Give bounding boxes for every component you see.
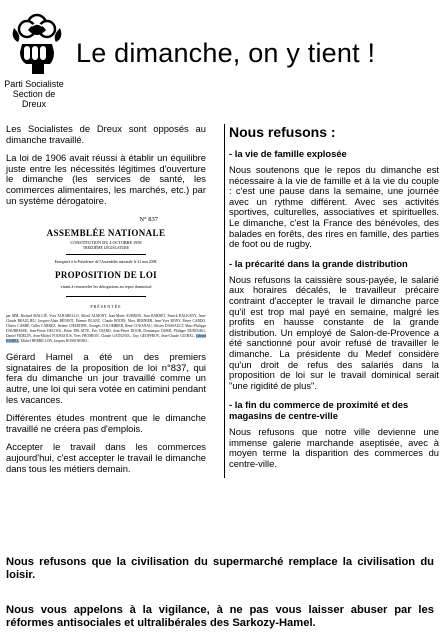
commerce-section-text: Nous refusons que notre ville devienne une immense galerie marchande aseptisée, avec à moyen terme la disparition des commerces du centre-ville. <box>229 426 439 470</box>
doc-highlighted-name: Gérard HAMEL <box>6 334 206 344</box>
doc-signatories <box>6 314 206 344</box>
page-title: Le dimanche, on y tient ! <box>76 38 376 68</box>
doc-names-before: par MM. Richard MALLIÉ, Yves ALBARELLO, Alfred ALMONT, Jean-Marie AUBRON, Jean BARDET, Patrick BALKANY, Jean-Claude BEAULIEU, Jacques-Alain BÉNISTI, Étienne BLANC, Claude BODIN, Marc BERNIER, Jean-Yves BONY, Pierre CARDO, Olivier CARRÉ, Gilles CARREZ, Jérôme CHARTIER, Georges COLOMBIER, René COUANAU, Olivier DASSAULT, Marc-Philippe DAUBRESSE, Jean-Pierre DECOOL, Rémi DELATTE, Éric DIARD, Jean-Pierre DOOR, Dominique DORD, Philippe DUBOURG, Daniel FIDELIN, Jean-Michel FOURGOUS, Yves FROMION, Claude GATIGNOL, Guy GEOFFROY, Jean-Claude GUIBAL, <box>6 314 206 339</box>
law-1906-paragraph: La loi de 1906 avait réussi à établir un équilibre juste entre les nécessités légitimes d'ouverture le dimanche (les services de santé, les commerces alimentaires, les marchés, etc.) par un système dérogatoire. <box>6 152 206 206</box>
doc-aim: visant à renouveler les dérogations au repos dominical <box>60 284 152 290</box>
refusals-heading: Nous refusons : <box>229 124 336 140</box>
doc-presented: PRÉSENTÉE <box>90 304 122 310</box>
doc-divider <box>66 296 146 297</box>
precarity-section-title: - la précarité dans la grande distribution <box>229 257 408 269</box>
party-section-name <box>2 79 66 109</box>
accept-paragraph: Accepter le travail dans les commerces aujourd'hui, c'est accepter le travail le dimanche dans tous les métiers demain. <box>6 441 206 474</box>
precarity-section-text: Nous refusons la caissière sous-payée, le salarié aux horaires décalés, le travailleur précaire contraint d'accepter le travail le dimanche parce qu'il est trop mal payé en semaine, malgré les profits en hausse constante de la grande distribution. Un employé de Salon-de-Provence a été sanctionné pour avoir refusé de travailler le dimanche. La présidente du Medef considère qu'un droit de refus des salariés dans la proposition de loi sur le travail dominical serait "une rigidité de plus". <box>229 273 439 391</box>
doc-names-after: , Michel HERBILLON, Jacques KOSSOWSKI... <box>18 339 90 344</box>
doc-legislature: TREIZIÈME LÉGISLATURE <box>82 246 130 251</box>
family-section-text: Nous soutenons que le repos du dimanche est nécessaire à la vie de famille et à la vie du couple : c'est une pause dans la semaine, une journée avec un rythme différent. Avec ses activités sportives, culturelles, associatives et spirituelles. Le dimanche, c'est la France des bénévoles, des balades en forêts, des rires en famille, des parties de foot ou de rugby. <box>229 164 439 250</box>
party-line-3: Dreux <box>21 99 46 109</box>
doc-divider <box>66 254 146 255</box>
party-line-1: Parti Socialiste <box>4 79 64 89</box>
commerce-section-title: - la fin du commerce de proximité et des magasins de centre-ville <box>229 399 409 422</box>
intro-paragraph: Les Socialistes de Dreux sont opposés au dimanche travaillé. <box>6 123 206 145</box>
doc-registered: Enregistré à la Présidence de l'Assemblée nationale le 21 mai 2008. <box>54 260 158 265</box>
studies-paragraph: Différentes études montrent que le dimanche travaillé ne créera pas d'emplois. <box>6 412 206 434</box>
vigilance-statement: Nous vous appelons à la vigilance, à ne pas vous laisser abuser par les réformes antisociales et ultralibérales des Sarkozy-Hamel. <box>6 604 434 629</box>
doc-assembly: ASSEMBLÉE NATIONALE <box>46 228 166 239</box>
doc-number: N° 837 <box>139 216 158 224</box>
law-proposal-image <box>6 214 206 348</box>
hamel-paragraph: Gérard Hamel a été un des premiers signataires de la proposition de loi n°837, qui fera du dimanche un jour travaillé comme un autre, une loi qui sera votée en catimini pendant les vacances. <box>6 351 206 405</box>
left-column <box>6 124 206 482</box>
party-line-2: Section de <box>12 89 56 99</box>
family-section-title: - la vie de famille explosée <box>229 148 347 159</box>
right-column <box>224 124 439 478</box>
doc-constitution: CONSTITUTION DU 4 OCTOBRE 1958 <box>70 240 142 246</box>
doc-proposal-title: PROPOSITION DE LOI <box>55 270 157 281</box>
rose-in-fist-icon <box>4 8 70 76</box>
supermarket-statement: Nous refusons que la civilisation du supermarché remplace la civilisation du loisir. <box>6 556 434 581</box>
